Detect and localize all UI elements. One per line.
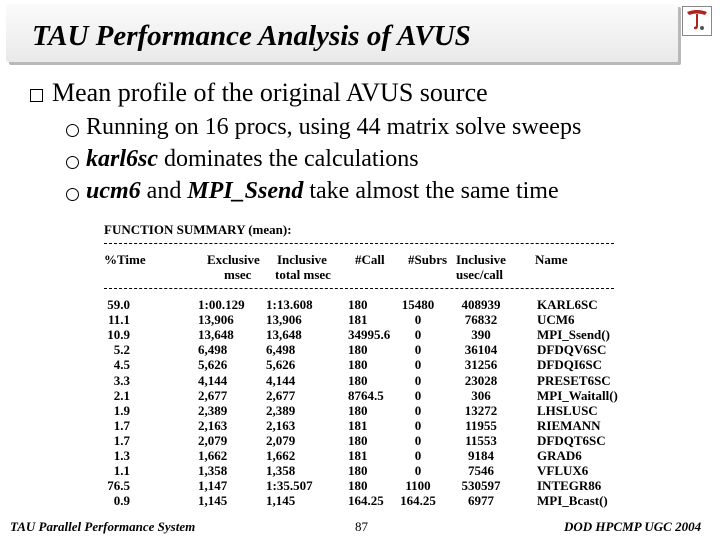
cell-name: PRESET6SC xyxy=(537,372,611,388)
cell-subrs: 0 xyxy=(414,463,422,479)
main-bullet-text: Mean profile of the original AVUS source xyxy=(52,78,488,107)
cell-inclusive: 13,648 xyxy=(266,327,302,343)
cell-name: UCM6 xyxy=(537,312,575,328)
divider xyxy=(104,243,614,244)
cell-exclusive: 6,498 xyxy=(198,342,228,358)
cell-exclusive: 4,144 xyxy=(198,372,228,388)
cell-subrs: 164.25 xyxy=(400,493,436,509)
table-row xyxy=(0,493,720,508)
cell-usec-call: 390 xyxy=(471,327,491,343)
cell-time: 1.1 xyxy=(113,463,130,479)
cell-time: 1.9 xyxy=(113,402,130,418)
cell-inclusive: 2,163 xyxy=(266,417,296,433)
table-row xyxy=(0,403,720,418)
table-row xyxy=(0,357,720,372)
cell-inclusive: 2,389 xyxy=(266,402,296,418)
cell-exclusive: 13,906 xyxy=(198,312,234,328)
table-row xyxy=(0,342,720,357)
cell-time: 59.0 xyxy=(107,297,130,312)
cell-inclusive: 1,662 xyxy=(266,448,296,463)
footer-right: DOD HPCMP UGC 2004 xyxy=(564,519,702,534)
summary-heading: FUNCTION SUMMARY (mean): xyxy=(104,222,292,237)
table-row xyxy=(0,418,720,433)
cell-usec-call: 306 xyxy=(471,387,491,403)
cell-exclusive: 1,358 xyxy=(198,463,228,479)
cell-subrs: 0 xyxy=(414,372,422,388)
cell-time: 5.2 xyxy=(113,342,130,358)
col-header-time: %Time xyxy=(104,252,146,267)
col-header-incl-call: Inclusive xyxy=(456,252,506,267)
cell-subrs: 0 xyxy=(414,402,422,418)
cell-time: 0.9 xyxy=(113,493,130,509)
subbullet-1: Running on 16 procs, using 44 matrix solve sweeps xyxy=(86,114,582,140)
col-header-incl-call-unit: usec/call xyxy=(456,267,503,282)
cell-usec-call: 36104 xyxy=(464,342,498,358)
cell-time: 2.1 xyxy=(113,387,130,403)
cell-calls: 180 xyxy=(348,372,368,388)
slide-title: TAU Performance Analysis of AVUS xyxy=(32,20,471,52)
cell-inclusive: 1:13.608 xyxy=(266,297,313,312)
cell-calls: 180 xyxy=(348,297,368,312)
cell-subrs: 0 xyxy=(414,387,422,403)
col-header-exclusive: Exclusive xyxy=(207,252,260,267)
subbullet-3: ucm6 and MPI_Ssend take almost the same time xyxy=(86,178,559,204)
cell-name: KARL6SC xyxy=(537,297,598,312)
cell-time: 3.3 xyxy=(113,372,130,388)
cell-inclusive: 2,677 xyxy=(266,387,296,403)
cell-inclusive: 4,144 xyxy=(266,372,296,388)
table-row xyxy=(0,327,720,342)
cell-usec-call: 31256 xyxy=(464,357,498,373)
cell-name: VFLUX6 xyxy=(537,463,589,479)
cell-usec-call: 9184 xyxy=(468,448,494,463)
cell-exclusive: 1,662 xyxy=(198,448,228,463)
table-row xyxy=(0,388,720,403)
cell-inclusive: 1,145 xyxy=(266,493,296,509)
cell-inclusive: 1,358 xyxy=(266,463,296,479)
cell-subrs: 0 xyxy=(414,342,422,358)
table-row xyxy=(0,312,720,327)
col-header-subrs: #Subrs xyxy=(408,252,448,267)
cell-time: 10.9 xyxy=(107,327,130,343)
cell-subrs: 0 xyxy=(414,357,422,373)
cell-exclusive: 13,648 xyxy=(198,327,234,343)
cell-time: 1.7 xyxy=(113,432,130,448)
cell-exclusive: 2,389 xyxy=(198,402,228,418)
cell-name: DFDQI6SC xyxy=(537,357,603,373)
table-row xyxy=(0,297,720,312)
cell-time: 1.3 xyxy=(113,448,130,463)
cell-usec-call: 6977 xyxy=(468,493,494,509)
cell-inclusive: 6,498 xyxy=(266,342,296,358)
col-header-inclusive: Inclusive xyxy=(277,252,327,267)
cell-subrs: 0 xyxy=(414,448,422,463)
cell-usec-call: 11553 xyxy=(465,432,497,448)
cell-usec-call: 23028 xyxy=(464,372,498,388)
cell-calls: 181 xyxy=(348,312,368,328)
cell-calls: 164.25 xyxy=(348,493,384,509)
cell-subrs: 0 xyxy=(414,432,422,448)
cell-name: INTEGR86 xyxy=(537,478,602,494)
cell-exclusive: 1:00.129 xyxy=(198,297,245,312)
cell-name: MPI_Ssend() xyxy=(537,327,610,343)
cell-exclusive: 2,677 xyxy=(198,387,228,403)
col-header-calls: #Call xyxy=(355,252,385,267)
cell-calls: 180 xyxy=(348,478,368,494)
cell-exclusive: 1,147 xyxy=(198,478,228,494)
cell-time: 76.5 xyxy=(107,478,130,494)
cell-time: 1.7 xyxy=(113,417,130,433)
cell-name: RIEMANN xyxy=(537,417,601,433)
cell-exclusive: 1,145 xyxy=(198,493,228,509)
cell-usec-call: 76832 xyxy=(464,312,498,328)
cell-subrs: 0 xyxy=(414,327,422,343)
table-row xyxy=(0,373,720,388)
cell-calls: 8764.5 xyxy=(348,387,384,403)
table-row xyxy=(0,433,720,448)
cell-usec-call: 530597 xyxy=(461,478,501,494)
cell-name: MPI_Waitall() xyxy=(537,387,618,403)
cell-calls: 180 xyxy=(348,432,368,448)
cell-time: 11.1 xyxy=(107,312,130,328)
cell-subrs: 0 xyxy=(414,312,422,328)
cell-name: GRAD6 xyxy=(537,448,582,463)
subbullet-2: karl6sc dominates the calculations xyxy=(86,146,419,172)
cell-exclusive: 2,079 xyxy=(198,432,228,448)
cell-calls: 180 xyxy=(348,342,368,358)
cell-usec-call: 7546 xyxy=(468,463,494,479)
footer-left: TAU Parallel Performance System xyxy=(10,519,196,534)
divider xyxy=(104,288,614,289)
cell-name: LHSLUSC xyxy=(537,402,598,418)
cell-name: MPI_Bcast() xyxy=(537,493,608,509)
cell-subrs: 1100 xyxy=(405,478,431,494)
cell-inclusive: 2,079 xyxy=(266,432,296,448)
cell-calls: 180 xyxy=(348,463,368,479)
cell-name: DFDQV6SC xyxy=(537,342,607,358)
page-number: 87 xyxy=(355,519,368,534)
cell-name: DFDQT6SC xyxy=(537,432,606,448)
table-row xyxy=(0,448,720,463)
cell-calls: 180 xyxy=(348,402,368,418)
cell-subrs: 0 xyxy=(414,417,422,433)
col-header-exclusive-unit: msec xyxy=(224,267,252,282)
cell-exclusive: 2,163 xyxy=(198,417,228,433)
table-row xyxy=(0,478,720,493)
cell-inclusive: 13,906 xyxy=(266,312,302,328)
table-row xyxy=(0,463,720,478)
col-header-name: Name xyxy=(535,252,568,267)
cell-exclusive: 5,626 xyxy=(198,357,228,373)
cell-calls: 34995.6 xyxy=(348,327,391,343)
cell-calls: 181 xyxy=(348,448,368,463)
cell-subrs: 15480 xyxy=(401,297,435,312)
cell-calls: 181 xyxy=(348,417,368,433)
cell-usec-call: 11955 xyxy=(465,417,497,433)
cell-inclusive: 5,626 xyxy=(266,357,296,373)
cell-usec-call: 13272 xyxy=(464,402,498,418)
cell-usec-call: 408939 xyxy=(461,297,501,312)
col-header-inclusive-unit: total msec xyxy=(275,267,331,282)
cell-inclusive: 1:35.507 xyxy=(266,478,313,494)
cell-time: 4.5 xyxy=(113,357,130,373)
cell-calls: 180 xyxy=(348,357,368,373)
